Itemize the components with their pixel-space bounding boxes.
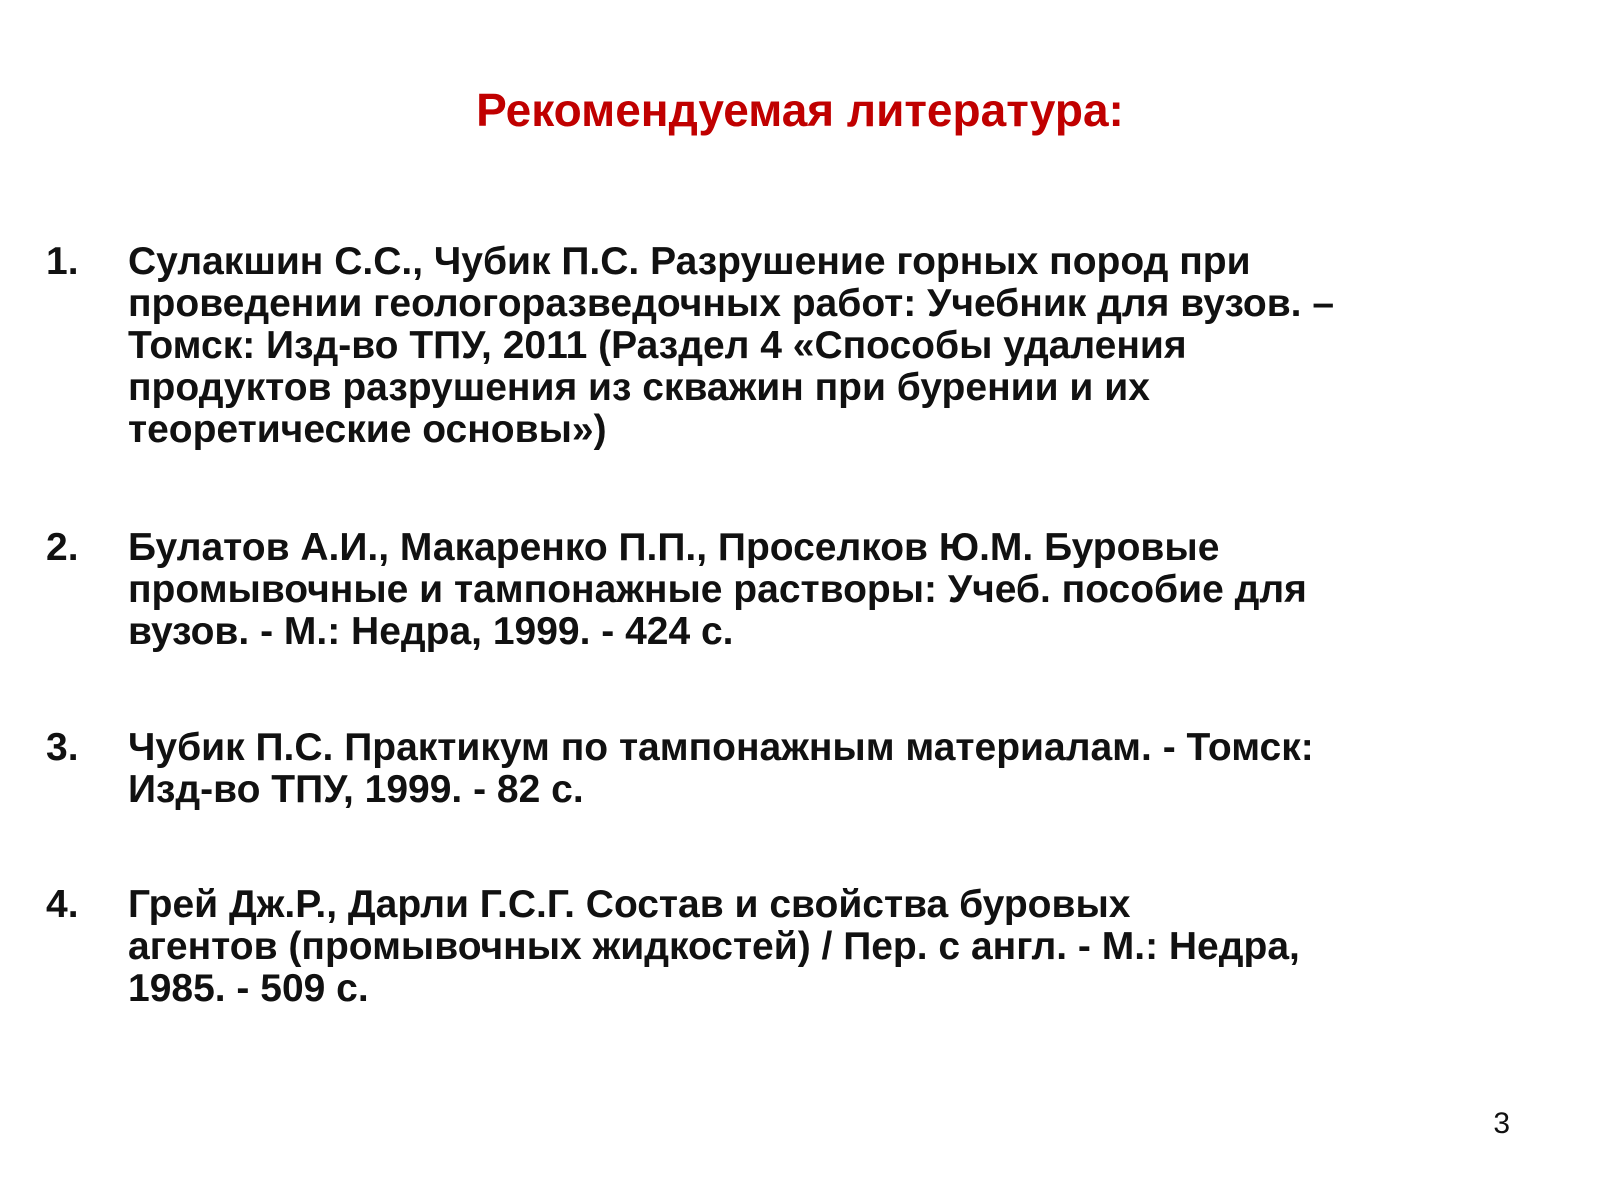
page-number: 3 [1493,1107,1510,1140]
reference-text: Чубик П.С. Практикум по тампонажным материалам. - Томск: Изд-во ТПУ, 1999. - 82 с. [128,726,1314,811]
reference-text: Грей Дж.Р., Дарли Г.С.Г. Состав и свойства буровых агентов (промывочных жидкостей) / Пер. с англ. - М.: Недра, 1985. - 509 с. [128,883,1300,1010]
reference-number: 1. [46,240,79,283]
slide-title: Рекомендуемая литература: [476,84,1124,136]
reference-number: 3. [46,726,79,769]
reference-number: 4. [46,883,79,926]
reference-text: Сулакшин С.С., Чубик П.С. Разрушение горных пород при проведении геологоразведочных работ: Учебник для вузов. – Томск: Изд-во ТПУ, 2011 (Раздел 4 «Способы удаления продуктов разрушения из скважин при бурении и их теоретические основы») [128,240,1335,451]
reference-number: 2. [46,526,79,569]
reference-text: Булатов А.И., Макаренко П.П., Проселков Ю.М. Буровые промывочные и тампонажные растворы: Учеб. пособие для вузов. - М.: Недра, 1999. - 424 с. [128,526,1307,653]
